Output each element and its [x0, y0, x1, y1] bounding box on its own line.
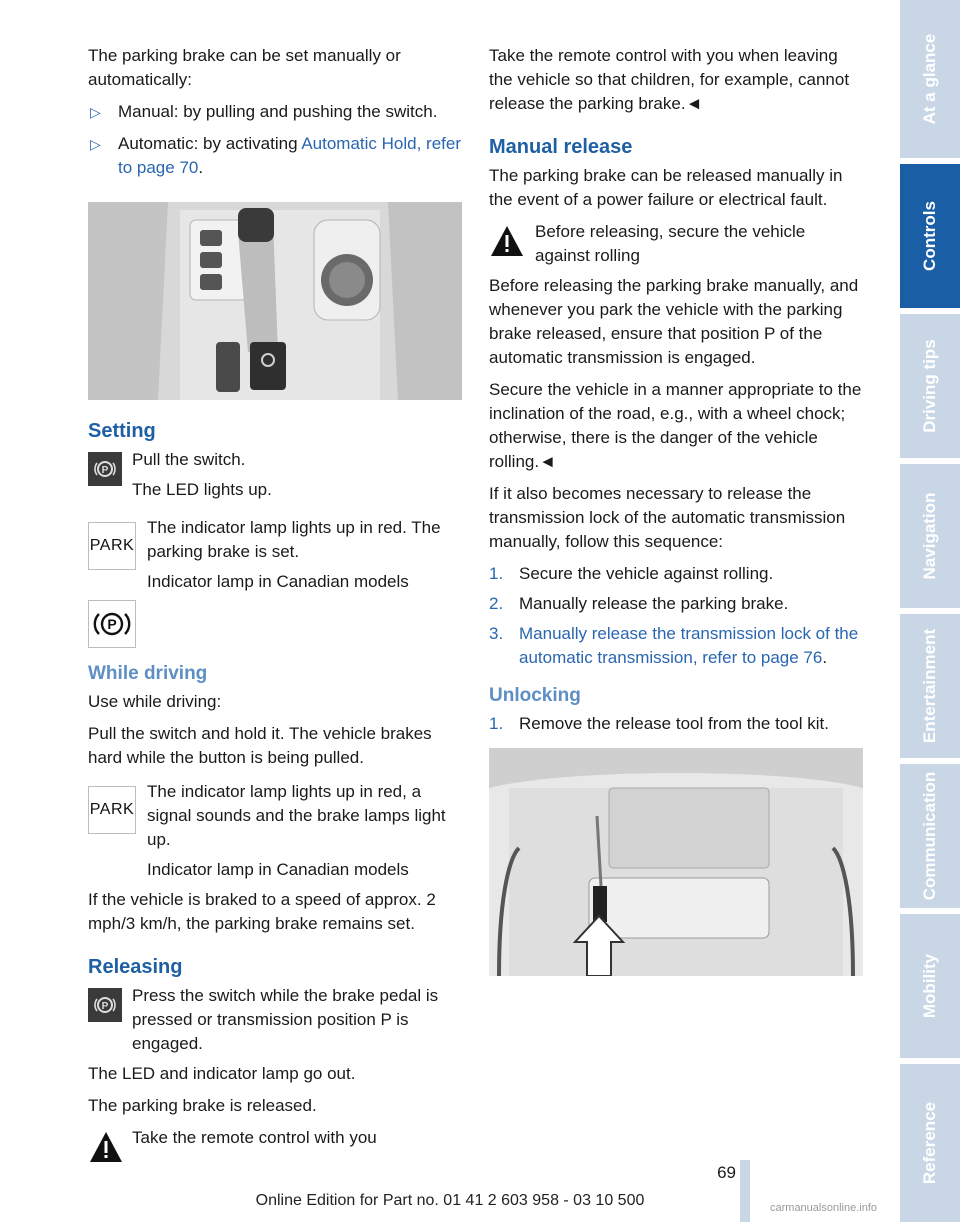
- releasing-switch-row: [88, 984, 462, 1056]
- tab-reference[interactable]: [900, 1064, 960, 1222]
- release-steps-list: [489, 562, 863, 670]
- unlocking-heading: Unlocking: [489, 685, 581, 706]
- manual-release-heading: Manual release: [489, 136, 633, 158]
- chapter-sidebar: [900, 0, 960, 1222]
- mode-list: [88, 100, 462, 180]
- driving-lamp-text: The indicator lamp lights up in red, a signal sounds and the brake lamps light up.: [147, 782, 446, 849]
- list-item: [489, 622, 863, 670]
- step-text: Remove the release tool from the tool kit.: [519, 714, 829, 733]
- releasing-released-text: The parking brake is released.: [88, 1096, 317, 1115]
- remote-control-text: Take the remote control with you when leaving the vehicle so that children, for example, cannot release the parking brake.◄: [489, 46, 850, 113]
- center-console-image: [88, 202, 462, 400]
- setting-switch-row: [88, 448, 462, 502]
- tab-label: Mobility: [920, 953, 939, 1019]
- svg-text:P: P: [107, 616, 117, 632]
- step-number: 2.: [489, 594, 504, 613]
- setting-pull-text: Pull the switch.: [132, 450, 246, 469]
- manual-p2-text: Secure the vehicle in a manner appropriate to the inclination of the road, e.g., with a wheel chock; otherwise, there is the danger of the vehicle rolling.◄: [489, 380, 862, 471]
- parking-brake-switch-icon: [88, 988, 122, 1022]
- tab-communication[interactable]: [900, 764, 960, 914]
- canadian-park-indicator-icon: [88, 600, 136, 648]
- watermark: carmanualsonline.info: [770, 1202, 878, 1214]
- manual-p3-text: If it also becomes necessary to release the transmission lock of the automatic transmission manually, follow this sequence:: [489, 484, 846, 551]
- step-number: 1.: [489, 564, 504, 583]
- tab-label: Reference: [920, 1101, 939, 1185]
- manual-warning-row: [489, 220, 863, 268]
- transmission-lock-link[interactable]: Manually release the transmission lock of the automatic transmission, refer to page 76: [519, 624, 859, 667]
- list-item-text: Automatic: by activating: [118, 134, 302, 153]
- tab-label: Driving tips: [920, 339, 939, 433]
- setting-heading: Setting: [88, 420, 156, 442]
- parking-brake-switch-icon: [88, 452, 122, 486]
- park-indicator-icon: PARK: [88, 522, 136, 570]
- setting-led-text: The LED lights up.: [132, 480, 272, 499]
- setting-park-row: [88, 516, 462, 594]
- releasing-heading: Releasing: [88, 956, 183, 978]
- right-column: [489, 44, 863, 976]
- park-indicator-icon: PARK: [88, 786, 136, 834]
- setting-canada-text: Indicator lamp in Canadian models: [147, 572, 409, 591]
- releasing-warning-row: [88, 1126, 462, 1156]
- edition-footer: Online Edition for Part no. 01 41 2 603 958 - 03 10 500: [255, 1192, 645, 1209]
- driving-park-row: [88, 780, 462, 882]
- page-number: 69: [717, 1163, 736, 1182]
- step-text: Manually release the parking brake.: [519, 594, 789, 613]
- manual-p1-text: Before releasing the parking brake manually, and whenever you park the vehicle with the parking brake released, ensure that position P of the automatic transmission is engaged.: [489, 276, 859, 367]
- svg-text:P: P: [101, 465, 109, 476]
- tab-label: Entertainment: [920, 628, 939, 744]
- punctuation: .: [198, 158, 204, 177]
- unlock-steps-list: [489, 712, 863, 736]
- tab-entertainment[interactable]: [900, 614, 960, 764]
- driving-use-text: Use while driving:: [88, 692, 222, 711]
- list-item: [88, 132, 462, 180]
- releasing-warning-text: Take the remote control with you: [132, 1128, 377, 1147]
- manual-warning-text: Before releasing, secure the vehicle against rolling: [535, 222, 806, 265]
- while-driving-heading: While driving: [88, 663, 208, 684]
- tab-label: Communication: [920, 771, 939, 901]
- left-column: [88, 44, 462, 1162]
- page-number-bar: [740, 1160, 750, 1222]
- step-text: Secure the vehicle against rolling.: [519, 564, 774, 583]
- list-item: [489, 592, 863, 616]
- triangle-bullet-icon: ▷: [90, 104, 101, 120]
- tab-controls[interactable]: [900, 164, 960, 314]
- driving-speed-text: If the vehicle is braked to a speed of approx. 2 mph/3 km/h, the parking brake remains set.: [88, 890, 436, 933]
- tab-label: Controls: [920, 201, 939, 271]
- manual-intro-text: The parking brake can be released manually in the event of a power failure or electrical fault.: [489, 166, 843, 209]
- punctuation: .: [822, 648, 828, 667]
- tab-mobility[interactable]: [900, 914, 960, 1064]
- tab-driving-tips[interactable]: [900, 314, 960, 464]
- driving-canada-text: Indicator lamp in Canadian models: [147, 860, 409, 879]
- setting-lamp-text: The indicator lamp lights up in red. The parking brake is set.: [147, 518, 441, 561]
- tab-label: At a glance: [920, 33, 939, 125]
- tab-label: Navigation: [920, 492, 939, 580]
- automatic-hold-link[interactable]: Automatic Hold, refer to page 70: [118, 134, 462, 177]
- list-item: [489, 562, 863, 586]
- step-number: 1.: [489, 714, 504, 733]
- intro-text: The parking brake can be set manually or automatically:: [88, 46, 401, 89]
- list-item-text: Manual: by pulling and pushing the switch.: [118, 102, 438, 121]
- warning-icon: [489, 224, 525, 258]
- triangle-bullet-icon: ▷: [90, 136, 101, 152]
- tab-at-a-glance[interactable]: [900, 0, 960, 164]
- releasing-press-text: Press the switch while the brake pedal is pressed or transmission position P is engaged.: [132, 986, 439, 1053]
- tab-navigation[interactable]: [900, 464, 960, 614]
- list-item: [489, 712, 863, 736]
- warning-icon: [88, 1130, 124, 1164]
- svg-text:P: P: [101, 1001, 109, 1012]
- trunk-tool-kit-image: [489, 748, 863, 976]
- driving-pull-text: Pull the switch and hold it. The vehicle brakes hard while the button is being pulled.: [88, 724, 432, 767]
- step-number: 3.: [489, 624, 504, 643]
- list-item: [88, 100, 462, 124]
- releasing-led-text: The LED and indicator lamp go out.: [88, 1064, 356, 1083]
